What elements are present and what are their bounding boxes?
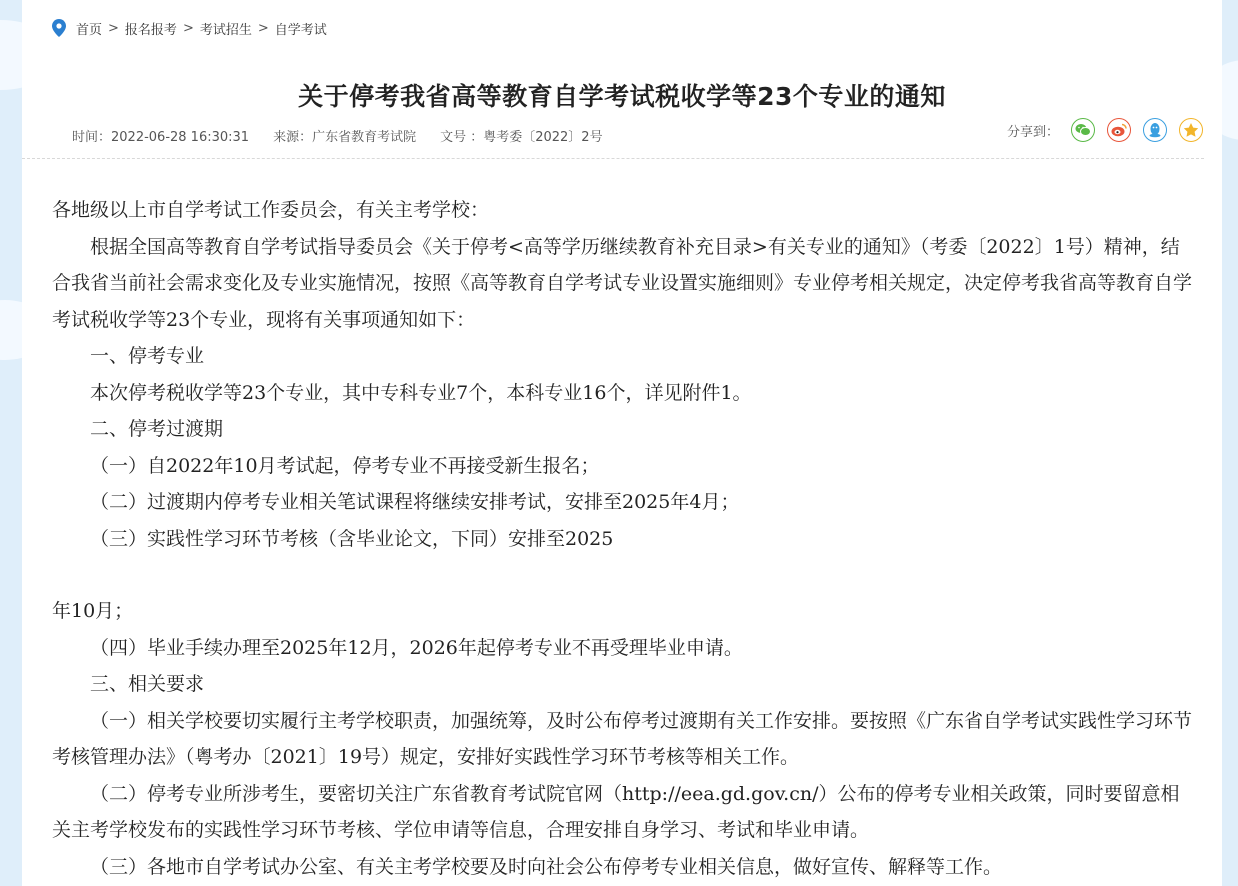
qzone-icon[interactable] bbox=[1179, 118, 1203, 142]
share-bar bbox=[1007, 118, 1203, 142]
breadcrumb bbox=[52, 17, 327, 39]
location-pin-icon bbox=[52, 19, 66, 37]
breadcrumb-separator: > bbox=[108, 20, 119, 36]
breadcrumb-self-study-link[interactable]: 自学考试 bbox=[274, 22, 327, 38]
article-page bbox=[22, 0, 1222, 886]
document-number: 文号 ：粤考委〔2022〕2号 bbox=[440, 130, 603, 145]
list-item: （二）停考专业所涉考生，要密切关注广东省教育考试院官网（http://eea.gd.gov.cn/）公布的停考专业相关政策，同时要留意相关主考学校发布的实践性学习环节考核、学位申请等信息，合理安排自身学习、考试和毕业申请。 bbox=[52, 782, 1180, 841]
breadcrumb-registration-link[interactable]: 报名报考 bbox=[124, 22, 177, 38]
list-item: （二）过渡期内停考专业相关笔试课程将继续安排考试，安排至2025年4月； bbox=[90, 491, 740, 513]
section-heading: 二、停考过渡期 bbox=[90, 418, 224, 440]
intro-paragraph: 根据全国高等教育自学考试指导委员会《关于停考<高等学历继续教育补充目录>有关专业的通知》（考委〔2022〕1号）精神，结合我省当前社会需求变化及专业实施情况，按照《高等教育自学考试专业设置实施细则》专业停考相关规定，决定停考我省高等教育自学考试税收学等23个专业，现将有关事项通知如下： bbox=[52, 235, 1193, 331]
page-title: 关于停考我省高等教育自学考试税收学等23个专业的通知 bbox=[298, 81, 946, 111]
salutation: 各地级以上市自学考试工作委员会，有关主考学校： bbox=[52, 199, 490, 221]
breadcrumb-home-link[interactable]: 首页 bbox=[76, 22, 103, 38]
weibo-icon[interactable] bbox=[1107, 118, 1131, 142]
article-meta bbox=[72, 126, 603, 145]
divider bbox=[22, 158, 1204, 159]
publish-time: 时间：2022-06-28 16:30:31 bbox=[72, 130, 250, 145]
qq-icon[interactable] bbox=[1143, 118, 1167, 142]
article-body bbox=[52, 192, 1192, 885]
list-item: （一）自2022年10月考试起，停考专业不再接受新生报名； bbox=[90, 454, 600, 477]
section-heading: 三、相关要求 bbox=[90, 673, 205, 695]
breadcrumb-separator: > bbox=[182, 20, 194, 36]
section-heading: 一、停考专业 bbox=[90, 345, 205, 367]
list-item-continuation: 年10月； bbox=[52, 600, 134, 622]
blank-line bbox=[52, 557, 1192, 593]
breadcrumb-enrollment-link[interactable]: 考试招生 bbox=[199, 22, 252, 38]
paragraph: 本次停考税收学等23个专业，其中专科专业7个，本科专业16个，详见附件1。 bbox=[90, 381, 752, 404]
share-label: 分享到： bbox=[1006, 124, 1059, 140]
list-item: （三）各地市自学考试办公室、有关主考学校要及时向社会公布停考专业相关信息，做好宣传、解释等工作。 bbox=[90, 855, 1003, 878]
list-item: （一）相关学校要切实履行主考学校职责，加强统筹，及时公布停考过渡期有关工作安排。要按照《广东省自学考试实践性学习环节考核管理办法》（粤考办〔2021〕19号）规定，安排好实践性学习环节考核等相关工作。 bbox=[52, 709, 1193, 768]
source: 来源：广东省教育考试院 bbox=[273, 130, 417, 145]
list-item: （四）毕业手续办理至2025年12月，2026年起停考专业不再受理毕业申请。 bbox=[90, 636, 743, 659]
list-item: （三）实践性学习环节考核（含毕业论文，下同）安排至2025 bbox=[90, 527, 614, 550]
wechat-icon[interactable] bbox=[1071, 118, 1095, 142]
breadcrumb-separator: > bbox=[257, 20, 269, 36]
